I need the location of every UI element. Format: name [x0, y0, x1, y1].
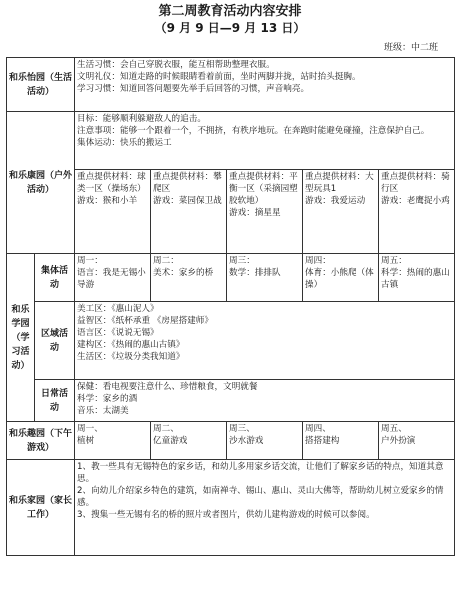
family-content: [75, 460, 455, 556]
daily-item: 保健：看电视要注意什么、珍惜粮食，文明就餐: [77, 382, 258, 392]
daily-activity-label: 日常活动: [35, 380, 75, 422]
family-item: 2、向幼儿介绍家乡特色的建筑，如南禅寺、锡山、惠山、灵山大佛等，帮助幼儿树立爱家乡的情感。: [77, 486, 444, 508]
zone-game: 游戏：菜园保卫战: [153, 196, 222, 206]
life-etiquette: 文明礼仪：知道走路的时候眼睛看着前面，坐时两脚并拢，站时抬头挺胸。: [77, 72, 361, 82]
game-day-cell: [75, 422, 151, 460]
zone-material: 重点提供材料：平衡一区（采摘园塑胶软地）: [229, 172, 298, 206]
day-label: 周四、: [305, 424, 331, 434]
class-label: 班级：中二班: [383, 43, 438, 53]
outdoor-group-sport: 集体运动：快乐的搬运工: [77, 138, 172, 148]
outdoor-notes: 注意事项：能够一个跟着一个，不拥挤，有秩序地玩。在奔跑时能避免碰撞，注意保护自己。: [77, 126, 430, 136]
group-activity-row: [7, 254, 455, 302]
family-item: 3、搜集一些无锡有名的桥的照片或者图片，供幼儿建构游戏的时候可以参阅。: [77, 510, 375, 520]
day-label: 周三：: [229, 256, 255, 266]
family-row: [7, 460, 455, 556]
schedule-table: [6, 57, 455, 556]
zone-cell: [227, 170, 303, 254]
day-label: 周五：: [381, 256, 407, 266]
day-label: 周一：: [77, 256, 103, 266]
day-cell: [379, 254, 455, 302]
day-label: 周三、: [229, 424, 255, 434]
day-cell: [303, 254, 379, 302]
outdoor-zones-row: [7, 170, 455, 254]
area-item: 益智区：《纸杯承重 《房屋搭建师》: [77, 316, 213, 326]
day-label: 周四：: [305, 256, 331, 266]
zone-material: 重点提供材料：球类一区（操场东）: [77, 172, 146, 194]
area-item: 语言区：《说说无锡》: [77, 328, 159, 338]
daily-activity-content: [75, 380, 455, 422]
group-activity-label: 集体活动: [35, 254, 75, 302]
zone-game: 游戏：老鹰捉小鸡: [381, 196, 450, 206]
life-label: 和乐怡园（生活活动）: [7, 58, 75, 112]
daily-activity-row: [7, 380, 455, 422]
zone-cell: [303, 170, 379, 254]
family-label: 和乐家园（家长工作）: [7, 460, 75, 556]
family-item: 1、教一些具有无锡特色的家乡话，和幼儿多用家乡话交流，让他们了解家乡话的特点，知道其意思。: [77, 462, 444, 484]
day-label: 周五、: [381, 424, 407, 434]
game-day-cell: [303, 422, 379, 460]
outdoor-content: [75, 112, 455, 170]
life-row: [7, 58, 455, 112]
area-activity-label: 区域活动: [35, 302, 75, 380]
game-name: 户外扮演: [381, 436, 416, 446]
game-day-cell: [151, 422, 227, 460]
area-item: 美工区：《惠山泥人》: [77, 304, 159, 314]
day-label: 周二、: [153, 424, 179, 434]
game-name: 搭搭建构: [305, 436, 340, 446]
zone-game: 游戏：摘星星: [229, 208, 281, 218]
zone-material: 重点提供材料：大型玩具1: [305, 172, 374, 194]
day-label: 周二：: [153, 256, 179, 266]
daily-item: 科学：家乡的酒: [77, 394, 138, 404]
day-activity: 科学：热闹的惠山古镇: [381, 268, 450, 290]
games-label: 和乐趣园（下午游戏）: [7, 422, 75, 460]
day-activity: 体育：小熊爬（体操）: [305, 268, 374, 290]
life-study: 学习习惯：知道回答问题要先举手后回答的习惯，声音响亮。: [77, 84, 310, 94]
zone-material: 重点提供材料：攀爬区: [153, 172, 222, 194]
day-cell: [75, 254, 151, 302]
life-content: [75, 58, 455, 112]
outdoor-goal: 目标：能够顺利躲避敌人的追击。: [77, 114, 206, 124]
area-activity-content: [75, 302, 455, 380]
area-item: 建构区：《热闹的惠山古镇》: [77, 340, 185, 350]
day-cell: [227, 254, 303, 302]
outdoor-label: 和乐康园（户外活动）: [7, 112, 75, 254]
life-habit: 生活习惯：会自己穿脱衣服，能互相帮助整理衣服。: [77, 60, 275, 70]
page-title: 第二周教育活动内容安排: [158, 4, 302, 19]
game-name: 沙水游戏: [229, 436, 264, 446]
date-range: （9 月 9 日—9 月 13 日）: [154, 21, 306, 35]
game-day-cell: [227, 422, 303, 460]
zone-cell: [75, 170, 151, 254]
game-day-cell: [379, 422, 455, 460]
area-item: 生活区：《垃圾分类我知道》: [77, 352, 185, 362]
daily-item: 音乐：太湖美: [77, 406, 129, 416]
learning-label: 和乐学园（学习活动）: [7, 254, 35, 422]
games-row: [7, 422, 455, 460]
zone-material: 重点提供材料：骑行区: [381, 172, 450, 194]
day-activity: 美术：家乡的桥: [153, 268, 214, 278]
zone-cell: [151, 170, 227, 254]
zone-cell: [379, 170, 455, 254]
game-name: 亿童游戏: [153, 436, 188, 446]
day-label: 周一、: [77, 424, 103, 434]
game-name: 植树: [77, 436, 95, 446]
day-activity: 语言：我是无锡小导游: [77, 268, 146, 290]
zone-game: 游戏：我爱运动: [305, 196, 366, 206]
day-cell: [151, 254, 227, 302]
outdoor-row-top: [7, 112, 455, 170]
day-activity: 数学：排排队: [229, 268, 281, 278]
zone-game: 游戏：猴和小羊: [77, 196, 138, 206]
area-activity-row: [7, 302, 455, 380]
